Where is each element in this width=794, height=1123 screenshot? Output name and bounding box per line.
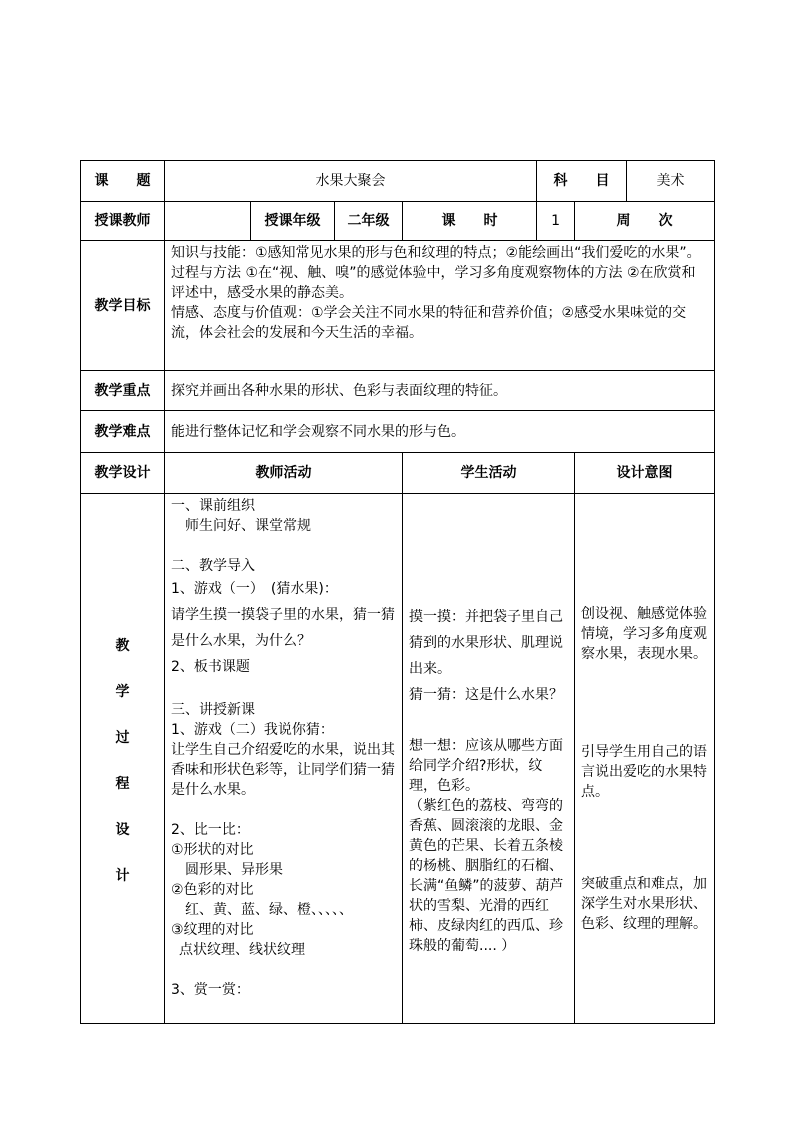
design-intent-cell (575, 494, 715, 1024)
design-label: 教学设计 (81, 453, 165, 494)
teacher-value (165, 202, 251, 241)
row-topic (81, 161, 715, 202)
process-label-char: 学 (115, 684, 130, 700)
section-item: 2、板书课题 (171, 659, 250, 675)
process-label-char: 计 (115, 868, 130, 884)
process-label-char: 教 (115, 638, 130, 654)
compare-detail: 圆形果、异形果 (185, 862, 283, 878)
grade-label: 授课年级 (251, 202, 335, 241)
student-think: 想一想：应该从哪些方面给同学介绍?形状，纹理，色彩。 (409, 738, 563, 794)
subject-value: 美术 (627, 161, 715, 202)
process-label-char: 程 (115, 776, 130, 792)
intent-3: 突破重点和难点，加深学生对水果形状、色彩、纹理的理解。 (581, 876, 708, 932)
student-touch: 摸一摸：并把袋子里自己猜到的水果形状、肌理说出来。 (409, 609, 563, 677)
col-design-intent: 设计意图 (575, 453, 715, 494)
compare-detail: 点状纹理、线状纹理 (179, 942, 305, 958)
compare-item: ③纹理的对比 (171, 922, 254, 938)
section-title: 二、教学导入 (171, 558, 255, 574)
topic-label: 课 题 (81, 161, 165, 202)
compare-detail: 红、黄、蓝、绿、橙、、、、、 (185, 902, 353, 918)
compare-item: ①形状的对比 (171, 842, 254, 858)
objective-knowledge: 知识与技能：①感知常见水果的形与色和纹理的特点；②能绘画出“我们爱吃的水果”。 (171, 245, 701, 261)
compare-item: ②色彩的对比 (171, 882, 254, 898)
col-teacher-activity: 教师活动 (165, 453, 403, 494)
student-guess: 猜一猜：这是什么水果？ (409, 687, 563, 703)
teacher-label: 授课教师 (81, 202, 165, 241)
row-process (81, 494, 715, 1024)
row-teacher (81, 202, 715, 241)
section-item: 2、比一比： (171, 822, 250, 838)
section-item: 1、游戏（一） (猜水果)： (171, 581, 338, 597)
student-activity-cell (403, 494, 575, 1024)
section-title: 三、讲授新课 (171, 702, 255, 718)
section-item: 1、游戏（二）我说你猜： (171, 722, 334, 738)
student-examples: （紫红色的荔枝、弯弯的香蕉、圆滚滚的龙眼、金黄色的芒果、长着五条棱的杨桃、胭脂红的石榴、长满“鱼鳞”的菠萝、葫芦状的雪梨、光滑的西红柿、皮绿肉红的西瓜、珍珠般的葡萄.... ） (409, 798, 564, 954)
col-student-activity: 学生活动 (403, 453, 575, 494)
section-title: 一、课前组织 (171, 498, 255, 514)
week-label: 周 次 (575, 202, 715, 241)
section-item: 请学生摸一摸袋子里的水果，猜一猜是什么水果，为什么？ (171, 607, 395, 649)
grade-value: 二年级 (335, 202, 403, 241)
key-point-value: 探究并画出各种水果的形状、色彩与表面纹理的特征。 (165, 371, 715, 411)
intent-1: 创设视、触感觉体验情境，学习多角度观察水果，表现水果。 (581, 606, 708, 662)
process-label-char: 设 (115, 822, 130, 838)
period-value: 1 (537, 202, 575, 241)
key-point-label: 教学重点 (81, 371, 165, 411)
lesson-plan-table (80, 160, 715, 1024)
process-label-char: 过 (115, 730, 130, 746)
topic-value: 水果大聚会 (165, 161, 537, 202)
subject-label: 科 目 (537, 161, 627, 202)
section-item: 师生问好、课堂常规 (185, 518, 311, 534)
row-key-point (81, 371, 715, 411)
difficulty-label: 教学难点 (81, 411, 165, 453)
process-label (81, 494, 165, 1024)
objective-process: 过程与方法 ①在“视、触、嗅”的感觉体验中，学习多角度观察物体的方法 ②在欣赏和评述中，感受水果的静态美。 (171, 265, 696, 301)
intent-2: 引导学生用自己的语言说出爱吃的水果特点。 (581, 744, 708, 800)
period-label: 课 时 (403, 202, 537, 241)
row-objectives (81, 241, 715, 371)
row-design-header (81, 453, 715, 494)
teacher-activity-cell (165, 494, 403, 1024)
objective-emotion: 情感、态度与价值观：①学会关注不同水果的特征和营养价值；②感受水果味觉的交流，体会社会的发展和今天生活的幸福。 (171, 305, 687, 341)
objectives-label: 教学目标 (81, 241, 165, 371)
section-item: 让学生自己介绍爱吃的水果，说出其香味和形状色彩等，让同学们猜一猜是什么水果。 (171, 742, 395, 798)
difficulty-value: 能进行整体记忆和学会观察不同水果的形与色。 (165, 411, 715, 453)
objectives-content (165, 241, 715, 371)
section-item: 3、赏一赏： (171, 982, 250, 998)
row-difficulty (81, 411, 715, 453)
